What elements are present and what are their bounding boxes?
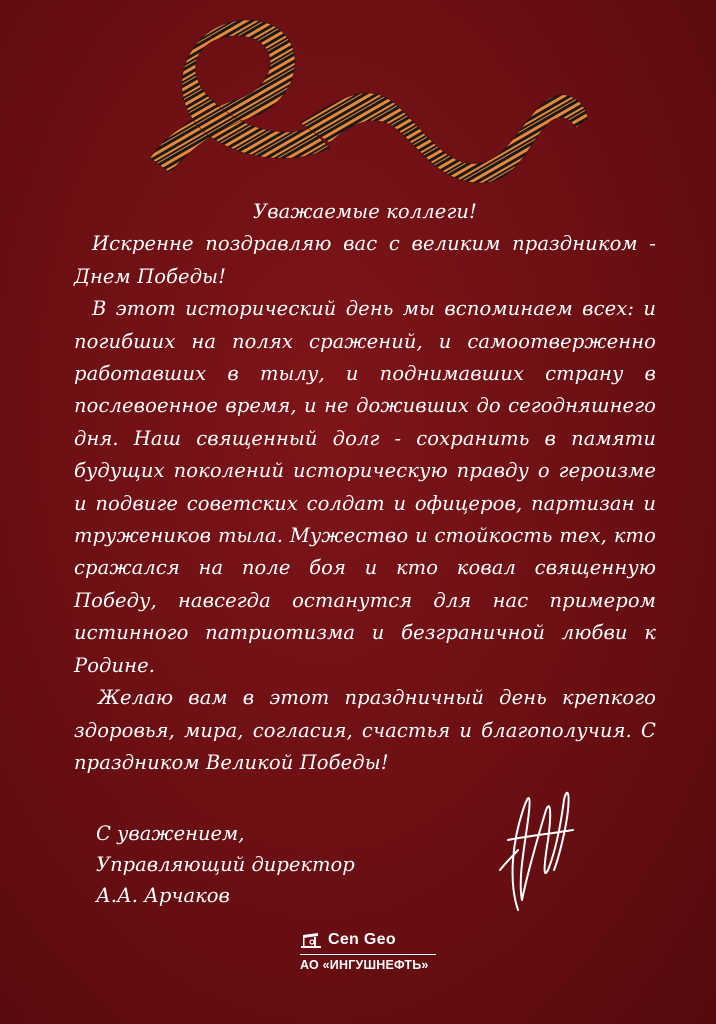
greeting: Уважаемые коллеги! bbox=[253, 200, 477, 223]
logo-company-name: АО «ИНГУШНЕФТЬ» bbox=[300, 958, 429, 972]
signoff-position: Управляющий директор bbox=[96, 853, 355, 876]
signoff-regards: С уважением, bbox=[96, 822, 245, 845]
signoff-block bbox=[96, 818, 355, 911]
paragraph-memory: В этот исторический день мы вспоминаем всех: и погибших на полях сражений, и самоотверженно работавших в тылу, и поднимавших страну в послевоенное время, и не доживших до сегодняшнего дня. Наш священный долг - сохранить в памяти будущих поколений историческую правду о героизме и подвиге советских солдат и офицеров, партизан и тружеников тыла. Мужество и стойкость тех, кто сражался на поле боя и кто ковал священную Победу, навсегда останутся для нас примером истинного патриотизма и безграничной любви к Родине. bbox=[74, 297, 656, 677]
company-logo bbox=[300, 928, 440, 980]
paragraph-congratulation: Искренне поздравляю вас с великим праздником - Днем Победы! bbox=[74, 232, 656, 288]
handwritten-signature bbox=[488, 770, 578, 920]
paragraph-wishes: Желаю вам в этот праздничный день крепкого здоровья, мира, согласия, счастья и благополучия. С праздником Великой Победы! bbox=[74, 686, 656, 774]
oil-pump-icon bbox=[300, 931, 322, 949]
logo-divider bbox=[300, 954, 436, 955]
st-george-ribbon-icon bbox=[130, 18, 590, 188]
logo-brand: Cen Geo bbox=[328, 931, 396, 948]
letter-body bbox=[74, 196, 656, 779]
signoff-name: А.А. Арчаков bbox=[96, 884, 230, 907]
